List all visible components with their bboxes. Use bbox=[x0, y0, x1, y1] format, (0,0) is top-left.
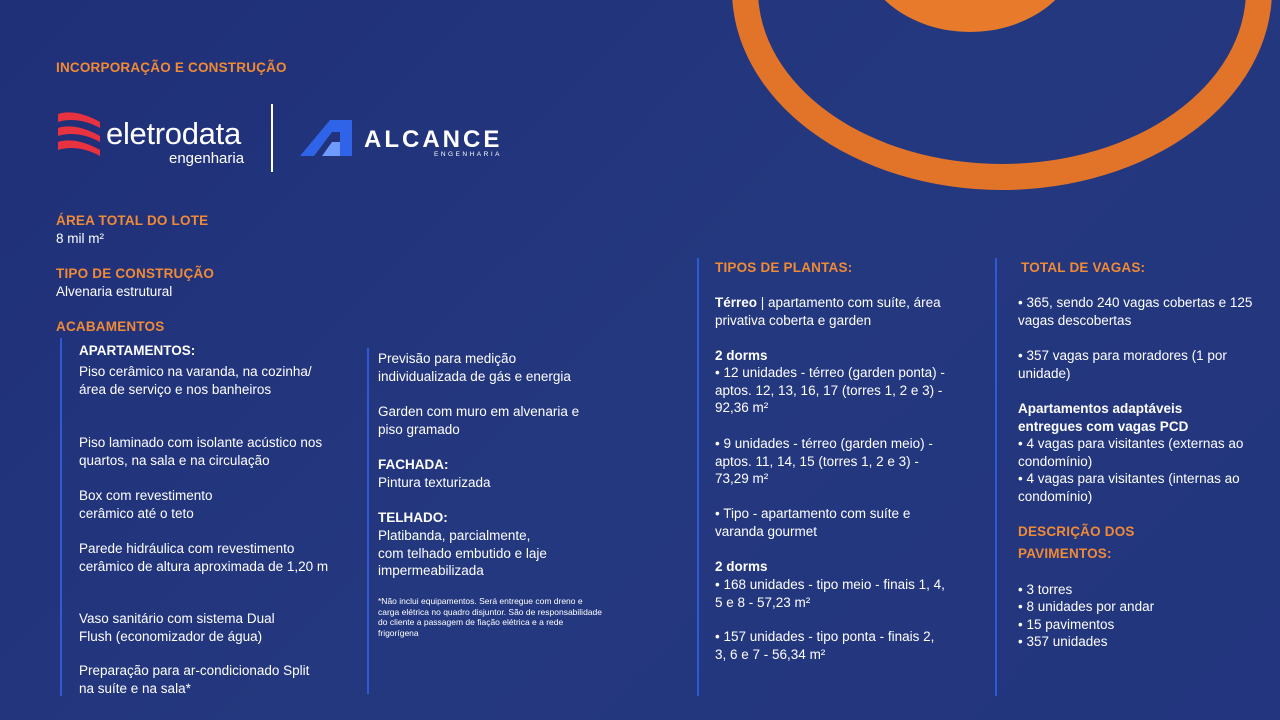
plantas-heading: TIPOS DE PLANTAS: bbox=[715, 260, 853, 275]
planta-item: • Tipo - apartamento com suíte e varanda gourmet bbox=[715, 506, 911, 539]
vagas-heading: TOTAL DE VAGAS: bbox=[1021, 260, 1146, 275]
acabamento-item: Box com revestimento cerâmico até o teto bbox=[79, 488, 213, 521]
eletrodata-logo-icon bbox=[56, 110, 102, 162]
section-title: INCORPORAÇÃO E CONSTRUÇÃO bbox=[56, 60, 287, 75]
eletrodata-name: eletrodata bbox=[106, 116, 241, 151]
acabamento-item: Parede hidráulica com revestimento cerâmico de altura aproximada de 1,20 m bbox=[79, 541, 329, 574]
vaga-item: • 365, sendo 240 vagas cobertas e 125 vagas descobertas bbox=[1018, 295, 1253, 328]
lote-heading: ÁREA TOTAL DO LOTE bbox=[56, 213, 209, 228]
pavimentos-heading: DESCRIÇÃO DOS bbox=[1018, 524, 1135, 539]
vaga-item: • 4 vagas para visitantes (internas ao condomínio) bbox=[1018, 471, 1240, 504]
apartamentos-heading: APARTAMENTOS: bbox=[79, 343, 196, 358]
pavimento-item: • 8 unidades por andar bbox=[1018, 599, 1155, 614]
acabamento-item: Piso laminado com isolante acústico nos quartos, na sala e na circulação bbox=[79, 435, 323, 468]
acabamento-item: Garden com muro em alvenaria e piso gramado bbox=[378, 404, 580, 437]
pavimento-item: • 3 torres bbox=[1018, 582, 1073, 597]
terreo-label: Térreo bbox=[715, 295, 758, 310]
terreo-description bbox=[715, 294, 947, 329]
telhado-heading: TELHADO: bbox=[378, 510, 448, 525]
acabamento-item: Preparação para ar-condicionado Split na suíte e na sala* bbox=[79, 663, 310, 696]
footnote: *Não inclui equipamentos. Será entregue com dreno e carga elétrica no quadro disjuntor. São de responsabilidade do cliente a passagem de fiação elétrica e a rede frigorígena bbox=[378, 596, 602, 638]
pavimento-item: • 357 unidades bbox=[1018, 634, 1108, 649]
column-divider bbox=[995, 258, 997, 696]
terreo-text: | apartamento com suíte, área privativa coberta e garden bbox=[715, 295, 941, 328]
planta-item: • 12 unidades - térreo (garden ponta) - aptos. 12, 13, 16, 17 (torres 1, 2 e 3) - 92,36 m² bbox=[715, 365, 945, 416]
planta-item: • 9 unidades - térreo (garden meio) - aptos. 11, 14, 15 (torres 1, 2 e 3) - 73,29 m² bbox=[715, 436, 933, 487]
column-divider bbox=[367, 348, 369, 694]
alcance-sub: ENGENHARIA bbox=[434, 151, 502, 158]
decorative-ring bbox=[732, 0, 1272, 190]
logo-divider bbox=[271, 104, 273, 172]
pavimento-item: • 15 pavimentos bbox=[1018, 617, 1115, 632]
column-divider bbox=[60, 338, 62, 696]
planta-item: • 168 unidades - tipo meio - finais 1, 4, 5 e 8 - 57,23 m² bbox=[715, 577, 945, 610]
vaga-item: • 4 vagas para visitantes (externas ao condomínio) bbox=[1018, 436, 1244, 469]
vaga-item: • 357 vagas para moradores (1 por unidade) bbox=[1018, 348, 1227, 381]
lote-value: 8 mil m² bbox=[56, 231, 104, 246]
column-divider bbox=[697, 258, 699, 696]
acabamento-item: Vaso sanitário com sistema Dual Flush (economizador de água) bbox=[79, 611, 275, 644]
alcance-logo-icon bbox=[300, 118, 352, 158]
construcao-value: Alvenaria estrutural bbox=[56, 284, 173, 299]
dorms-heading: 2 dorms bbox=[715, 559, 768, 574]
acabamento-item: Previsão para medição individualizada de gás e energia bbox=[378, 351, 571, 384]
dorms-heading: 2 dorms bbox=[715, 348, 768, 363]
eletrodata-sub: engenharia bbox=[169, 150, 245, 167]
fachada-value: Pintura texturizada bbox=[378, 475, 491, 490]
telhado-value: Platibanda, parcialmente, com telhado embutido e laje impermeabilizada bbox=[378, 528, 547, 579]
construcao-heading: TIPO DE CONSTRUÇÃO bbox=[56, 266, 215, 281]
pavimentos-heading: PAVIMENTOS: bbox=[1018, 546, 1112, 561]
alcance-name: ALCANCE bbox=[364, 126, 503, 153]
planta-item: • 157 unidades - tipo ponta - finais 2, 3, 6 e 7 - 56,34 m² bbox=[715, 629, 935, 662]
acabamentos-heading: ACABAMENTOS bbox=[56, 319, 165, 334]
fachada-heading: FACHADA: bbox=[378, 457, 449, 472]
acabamento-item: Piso cerâmico na varanda, na cozinha/área de serviço e nos banheiros bbox=[79, 364, 312, 397]
pcd-heading: Apartamentos adaptáveis entregues com vagas PCD bbox=[1018, 401, 1189, 434]
